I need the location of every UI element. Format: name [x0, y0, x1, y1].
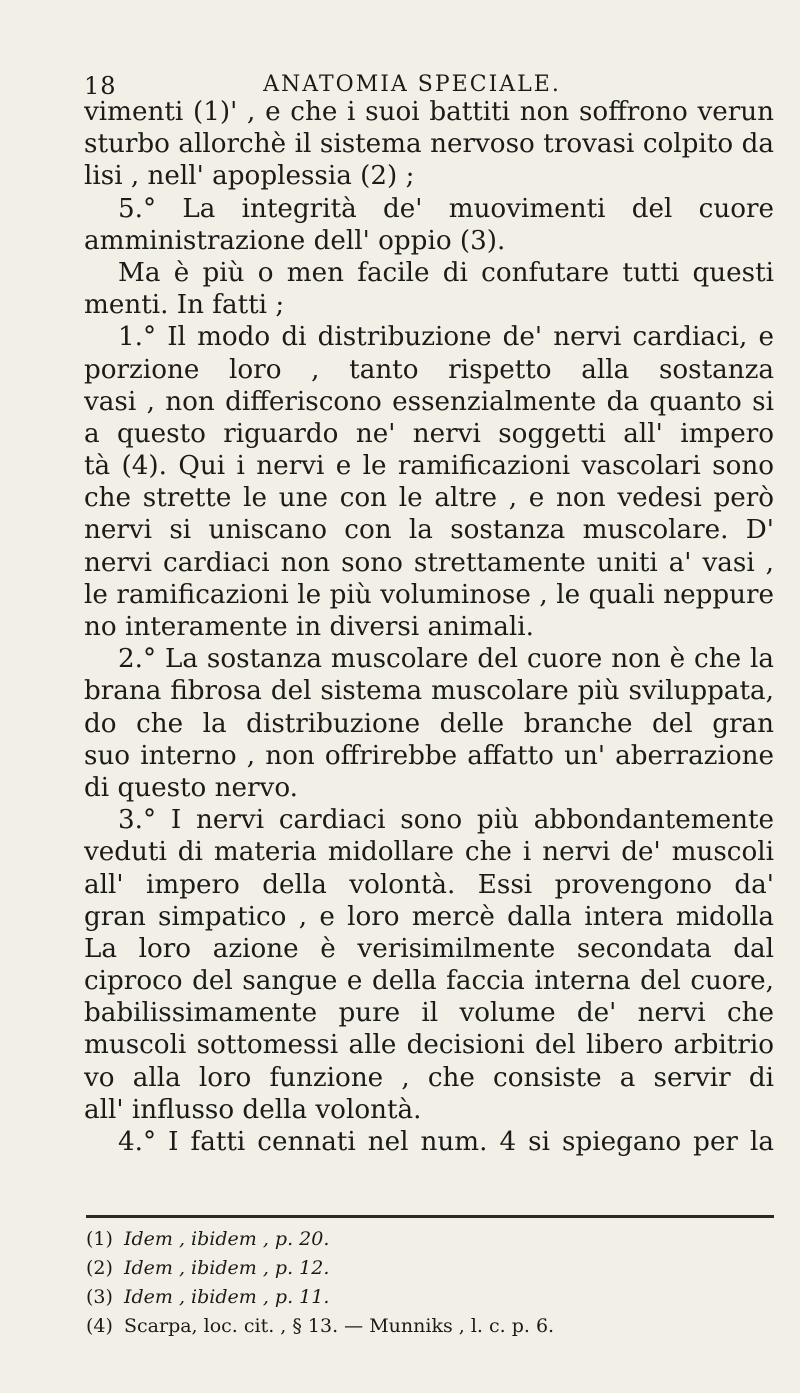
- text-line: di questo nervo.: [84, 772, 298, 803]
- text-line: vasi , non differiscono essenzialmente da quanto si: [84, 386, 774, 417]
- text-line: all' influsso della volontà.: [84, 1094, 422, 1125]
- text-line: 4.° I fatti cennati nel num. 4 si spiegano per la: [118, 1127, 774, 1157]
- text-line: menti. In fatti ;: [84, 290, 285, 321]
- footnote-mark: (1): [86, 1228, 113, 1250]
- text-line: 1.° Il modo di distribuzione de' nervi cardiaci, e: [118, 322, 774, 353]
- footnote-mark: (4): [86, 1315, 113, 1337]
- body-text: [84, 96, 774, 1158]
- text-line: che strette le une con le altre , e non vedesi però: [84, 483, 774, 514]
- text-line: nervi si uniscano con la sostanza muscolare. D': [84, 515, 774, 546]
- text-line: babilissimamente pure il volume de' nervi che: [84, 998, 774, 1029]
- footnote: [86, 1254, 776, 1283]
- footnote-text: Idem , ibidem , p. 20.: [124, 1228, 330, 1250]
- page-number: 18: [84, 72, 117, 100]
- footnote: [86, 1283, 776, 1312]
- text-line: lisi , nell' apoplessia (2) ;: [84, 161, 415, 192]
- text-line: no interamente in diversi animali.: [84, 612, 534, 642]
- text-line: suo interno , non offrirebbe affatto un' aberrazione: [84, 740, 774, 771]
- text-line: 2.° La sostanza muscolare del cuore non è che la: [118, 644, 774, 675]
- footnote-text: Scarpa, loc. cit. , § 13. — Munniks , l. c. p. 6.: [124, 1315, 555, 1337]
- running-title: ANATOMIA SPECIALE.: [263, 72, 561, 97]
- text-line: le ramificazioni le più voluminose , le quali neppure: [84, 579, 774, 610]
- text-line: vimenti (1)' , e che i suoi battiti non soffrono verun: [84, 97, 774, 127]
- text-line: La loro azione è verisimilmente secondata dal: [84, 933, 774, 964]
- footnote: [86, 1312, 776, 1341]
- text-line: tà (4). Qui i nervi e le ramificazioni vascolari sono: [84, 451, 774, 482]
- footnote: [86, 1225, 776, 1254]
- text-line: 5.° La integrità de' muovimenti del cuore: [118, 193, 774, 224]
- footnotes: [86, 1225, 776, 1341]
- text-line: do che la distribuzione delle branche del gran: [84, 708, 774, 739]
- text-line: sturbo allorchè il sistema nervoso trovasi colpito da: [84, 129, 774, 160]
- footnote-text: Idem , ibidem , p. 12.: [124, 1257, 330, 1279]
- text-line: gran simpatico , e loro mercè dalla intera midolla: [84, 901, 774, 932]
- text-line: nervi cardiaci non sono strettamente uniti a' vasi ,: [84, 547, 774, 578]
- text-line: brana fibrosa del sistema muscolare più sviluppata,: [84, 676, 774, 707]
- text-line: Ma è più o men facile di confutare tutti questi: [118, 257, 774, 288]
- footnote-mark: (2): [86, 1257, 113, 1279]
- text-line: vo alla loro funzione , che consiste a servir di: [84, 1062, 774, 1093]
- text-line: ciproco del sangue e della faccia interna del cuore,: [84, 966, 774, 997]
- text-line: veduti di materia midollare che i nervi de' muscoli: [84, 837, 774, 868]
- footnote-mark: (3): [86, 1286, 113, 1308]
- text-line: all' impero della volontà. Essi provengono da': [84, 869, 774, 900]
- text-line: porzione loro , tanto rispetto alla sostanza: [84, 354, 774, 385]
- footnote-divider: [86, 1215, 774, 1218]
- text-line: 3.° I nervi cardiaci sono più abbondantemente: [118, 805, 774, 836]
- text-line: amministrazione dell' oppio (3).: [84, 225, 506, 256]
- footnote-text: Idem , ibidem , p. 11.: [124, 1286, 330, 1308]
- text-line: muscoli sottomessi alle decisioni del libero arbitrio: [84, 1030, 774, 1061]
- text-line: a questo riguardo ne' nervi soggetti all' impero: [84, 418, 774, 449]
